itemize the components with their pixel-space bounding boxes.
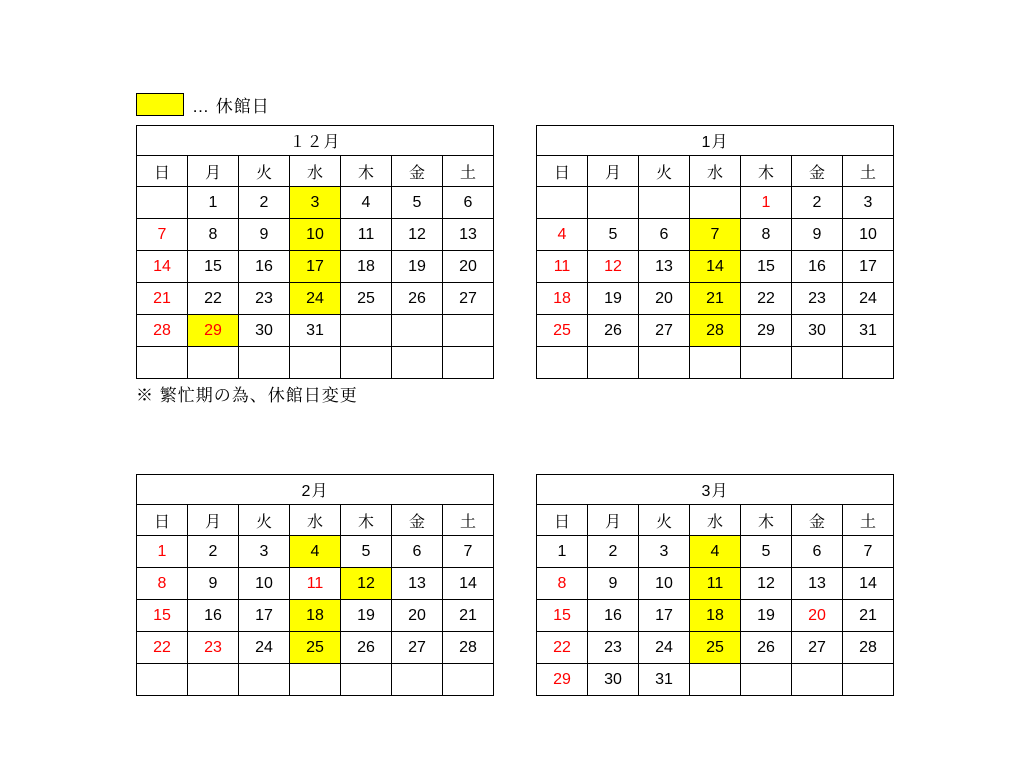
weekday-header-4: 木: [341, 156, 392, 187]
day-cell: 2: [188, 536, 239, 568]
day-cell: 27: [792, 632, 843, 664]
calendar-week-row: [537, 283, 894, 315]
weekday-header-2: 火: [239, 505, 290, 536]
day-cell: 25: [537, 315, 588, 347]
day-cell: 16: [188, 600, 239, 632]
day-cell: 22: [188, 283, 239, 315]
day-cell: 13: [392, 568, 443, 600]
day-cell: 14: [843, 568, 894, 600]
day-cell: 31: [843, 315, 894, 347]
calendar-week-row: [137, 568, 494, 600]
day-cell: 22: [537, 632, 588, 664]
day-cell: 28: [843, 632, 894, 664]
day-cell: 29: [537, 664, 588, 696]
day-cell-empty: [341, 347, 392, 379]
day-cell: 23: [792, 283, 843, 315]
day-cell: 16: [239, 251, 290, 283]
calendar-title: 1月: [537, 126, 894, 156]
day-cell-empty: [639, 187, 690, 219]
calendar-title: 2月: [137, 475, 494, 505]
day-cell: 12: [392, 219, 443, 251]
day-cell: 13: [443, 219, 494, 251]
day-cell: 26: [741, 632, 792, 664]
day-cell: 31: [290, 315, 341, 347]
weekday-header-2: 火: [639, 505, 690, 536]
calendar-cal-dec: [136, 125, 494, 379]
day-cell: 29: [741, 315, 792, 347]
day-cell: 8: [741, 219, 792, 251]
day-cell: 8: [137, 568, 188, 600]
day-cell: 17: [639, 600, 690, 632]
day-cell: 28: [137, 315, 188, 347]
day-cell: 6: [443, 187, 494, 219]
day-cell: 24: [239, 632, 290, 664]
day-cell: 5: [392, 187, 443, 219]
calendar-title-row: [137, 475, 494, 505]
weekday-header-4: 木: [741, 156, 792, 187]
calendar-week-row: [137, 347, 494, 379]
day-cell-empty: [137, 187, 188, 219]
day-cell: 9: [792, 219, 843, 251]
day-cell-empty: [741, 347, 792, 379]
calendar-title: １２月: [137, 126, 494, 156]
day-cell: 26: [588, 315, 639, 347]
day-cell: 11: [290, 568, 341, 600]
day-cell-empty: [792, 347, 843, 379]
day-cell: 25: [341, 283, 392, 315]
day-cell: 22: [137, 632, 188, 664]
day-cell: 12: [341, 568, 392, 600]
day-cell: 14: [690, 251, 741, 283]
day-cell-empty: [392, 347, 443, 379]
day-cell: 3: [639, 536, 690, 568]
day-cell: 30: [588, 664, 639, 696]
day-cell-empty: [392, 664, 443, 696]
day-cell-empty: [639, 347, 690, 379]
day-cell-empty: [392, 315, 443, 347]
day-cell-empty: [137, 664, 188, 696]
day-cell: 27: [639, 315, 690, 347]
day-cell: 16: [792, 251, 843, 283]
day-cell-empty: [741, 664, 792, 696]
calendar-week-row: [137, 664, 494, 696]
day-cell-empty: [188, 347, 239, 379]
day-cell-empty: [690, 187, 741, 219]
day-cell: 26: [341, 632, 392, 664]
day-cell: 1: [741, 187, 792, 219]
day-cell: 23: [239, 283, 290, 315]
day-cell-empty: [843, 664, 894, 696]
day-cell: 13: [639, 251, 690, 283]
calendar-title-row: [137, 126, 494, 156]
calendar-week-row: [137, 219, 494, 251]
day-cell: 31: [639, 664, 690, 696]
day-cell: 17: [290, 251, 341, 283]
day-cell: 13: [792, 568, 843, 600]
day-cell: 11: [537, 251, 588, 283]
day-cell: 20: [443, 251, 494, 283]
day-cell: 9: [588, 568, 639, 600]
calendar-week-row: [137, 600, 494, 632]
day-cell: 6: [792, 536, 843, 568]
legend: [136, 92, 270, 117]
calendar-week-row: [537, 251, 894, 283]
weekday-header-5: 金: [392, 156, 443, 187]
weekday-header-2: 火: [239, 156, 290, 187]
day-cell: 27: [443, 283, 494, 315]
day-cell: 23: [588, 632, 639, 664]
weekday-header-5: 金: [792, 505, 843, 536]
day-cell: 14: [137, 251, 188, 283]
day-cell: 3: [290, 187, 341, 219]
day-cell-empty: [443, 315, 494, 347]
weekday-header-3: 水: [290, 505, 341, 536]
footnote: ※ 繁忙期の為、休館日変更: [136, 386, 358, 405]
day-cell: 21: [137, 283, 188, 315]
day-cell: 19: [392, 251, 443, 283]
day-cell: 4: [537, 219, 588, 251]
day-cell: 28: [690, 315, 741, 347]
day-cell-empty: [690, 347, 741, 379]
day-cell: 19: [341, 600, 392, 632]
weekday-header-0: 日: [537, 156, 588, 187]
day-cell: 18: [537, 283, 588, 315]
day-cell: 1: [188, 187, 239, 219]
weekday-header-row: [137, 505, 494, 536]
day-cell: 7: [843, 536, 894, 568]
day-cell: 24: [843, 283, 894, 315]
day-cell-empty: [588, 187, 639, 219]
day-cell-empty: [443, 347, 494, 379]
day-cell: 7: [137, 219, 188, 251]
calendar-week-row: [537, 568, 894, 600]
weekday-header-6: 土: [843, 505, 894, 536]
calendar-week-row: [137, 187, 494, 219]
day-cell: 25: [690, 632, 741, 664]
calendar-title: 3月: [537, 475, 894, 505]
day-cell: 15: [188, 251, 239, 283]
day-cell: 2: [239, 187, 290, 219]
day-cell: 19: [741, 600, 792, 632]
weekday-header-row: [537, 156, 894, 187]
day-cell: 12: [588, 251, 639, 283]
weekday-header-5: 金: [792, 156, 843, 187]
calendar-week-row: [137, 251, 494, 283]
day-cell: 21: [443, 600, 494, 632]
weekday-header-0: 日: [137, 505, 188, 536]
day-cell: 3: [239, 536, 290, 568]
day-cell: 12: [741, 568, 792, 600]
weekday-header-1: 月: [188, 156, 239, 187]
day-cell-empty: [443, 664, 494, 696]
weekday-header-1: 月: [188, 505, 239, 536]
day-cell: 19: [588, 283, 639, 315]
day-cell: 11: [341, 219, 392, 251]
weekday-header-1: 月: [588, 156, 639, 187]
day-cell: 25: [290, 632, 341, 664]
day-cell: 1: [137, 536, 188, 568]
day-cell-empty: [792, 664, 843, 696]
day-cell: 18: [290, 600, 341, 632]
day-cell: 11: [690, 568, 741, 600]
day-cell: 28: [443, 632, 494, 664]
calendar-week-row: [537, 187, 894, 219]
day-cell-empty: [137, 347, 188, 379]
day-cell: 30: [792, 315, 843, 347]
weekday-header-1: 月: [588, 505, 639, 536]
day-cell: 15: [537, 600, 588, 632]
day-cell-empty: [843, 347, 894, 379]
calendar-cal-feb: [136, 474, 494, 696]
weekday-header-0: 日: [537, 505, 588, 536]
weekday-header-5: 金: [392, 505, 443, 536]
day-cell: 5: [341, 536, 392, 568]
day-cell: 8: [537, 568, 588, 600]
weekday-header-4: 木: [741, 505, 792, 536]
calendar-week-row: [537, 632, 894, 664]
calendar-week-row: [537, 536, 894, 568]
day-cell-empty: [537, 347, 588, 379]
calendar-title-row: [537, 475, 894, 505]
day-cell: 23: [188, 632, 239, 664]
weekday-header-4: 木: [341, 505, 392, 536]
weekday-header-2: 火: [639, 156, 690, 187]
day-cell: 24: [639, 632, 690, 664]
weekday-header-row: [137, 156, 494, 187]
weekday-header-6: 土: [843, 156, 894, 187]
day-cell: 5: [741, 536, 792, 568]
calendar-week-row: [537, 315, 894, 347]
legend-label: … 休館日: [192, 97, 270, 116]
day-cell-empty: [290, 664, 341, 696]
day-cell: 10: [239, 568, 290, 600]
day-cell: 4: [690, 536, 741, 568]
day-cell: 21: [843, 600, 894, 632]
calendar-week-row: [537, 219, 894, 251]
weekday-header-6: 土: [443, 505, 494, 536]
day-cell: 17: [843, 251, 894, 283]
day-cell: 7: [443, 536, 494, 568]
closed-day-swatch-icon: [136, 93, 184, 116]
day-cell: 15: [741, 251, 792, 283]
calendar-week-row: [537, 347, 894, 379]
calendar-week-row: [537, 600, 894, 632]
weekday-header-3: 水: [290, 156, 341, 187]
day-cell: 26: [392, 283, 443, 315]
day-cell: 21: [690, 283, 741, 315]
day-cell: 1: [537, 536, 588, 568]
weekday-header-3: 水: [690, 505, 741, 536]
weekday-header-3: 水: [690, 156, 741, 187]
day-cell-empty: [341, 315, 392, 347]
day-cell-empty: [690, 664, 741, 696]
day-cell: 5: [588, 219, 639, 251]
day-cell-empty: [341, 664, 392, 696]
day-cell: 20: [392, 600, 443, 632]
day-cell: 22: [741, 283, 792, 315]
day-cell-empty: [239, 664, 290, 696]
calendar-week-row: [137, 283, 494, 315]
day-cell: 30: [239, 315, 290, 347]
day-cell: 4: [290, 536, 341, 568]
day-cell: 27: [392, 632, 443, 664]
day-cell-empty: [188, 664, 239, 696]
day-cell: 9: [188, 568, 239, 600]
day-cell: 7: [690, 219, 741, 251]
day-cell: 10: [290, 219, 341, 251]
day-cell: 17: [239, 600, 290, 632]
calendar-cal-mar: [536, 474, 894, 696]
day-cell: 24: [290, 283, 341, 315]
day-cell: 29: [188, 315, 239, 347]
day-cell-empty: [239, 347, 290, 379]
calendar-title-row: [537, 126, 894, 156]
day-cell: 9: [239, 219, 290, 251]
day-cell: 15: [137, 600, 188, 632]
calendar-week-row: [137, 315, 494, 347]
day-cell: 20: [792, 600, 843, 632]
day-cell: 4: [341, 187, 392, 219]
day-cell: 6: [639, 219, 690, 251]
day-cell: 6: [392, 536, 443, 568]
weekday-header-0: 日: [137, 156, 188, 187]
calendar-cal-jan: [536, 125, 894, 379]
day-cell: 10: [843, 219, 894, 251]
day-cell: 10: [639, 568, 690, 600]
calendar-week-row: [137, 632, 494, 664]
day-cell: 18: [690, 600, 741, 632]
day-cell: 8: [188, 219, 239, 251]
day-cell: 16: [588, 600, 639, 632]
day-cell-empty: [537, 187, 588, 219]
weekday-header-6: 土: [443, 156, 494, 187]
day-cell: 2: [792, 187, 843, 219]
day-cell: 14: [443, 568, 494, 600]
day-cell: 2: [588, 536, 639, 568]
day-cell: 20: [639, 283, 690, 315]
day-cell: 3: [843, 187, 894, 219]
day-cell: 18: [341, 251, 392, 283]
day-cell-empty: [588, 347, 639, 379]
weekday-header-row: [537, 505, 894, 536]
day-cell-empty: [290, 347, 341, 379]
calendar-week-row: [137, 536, 494, 568]
calendar-week-row: [537, 664, 894, 696]
